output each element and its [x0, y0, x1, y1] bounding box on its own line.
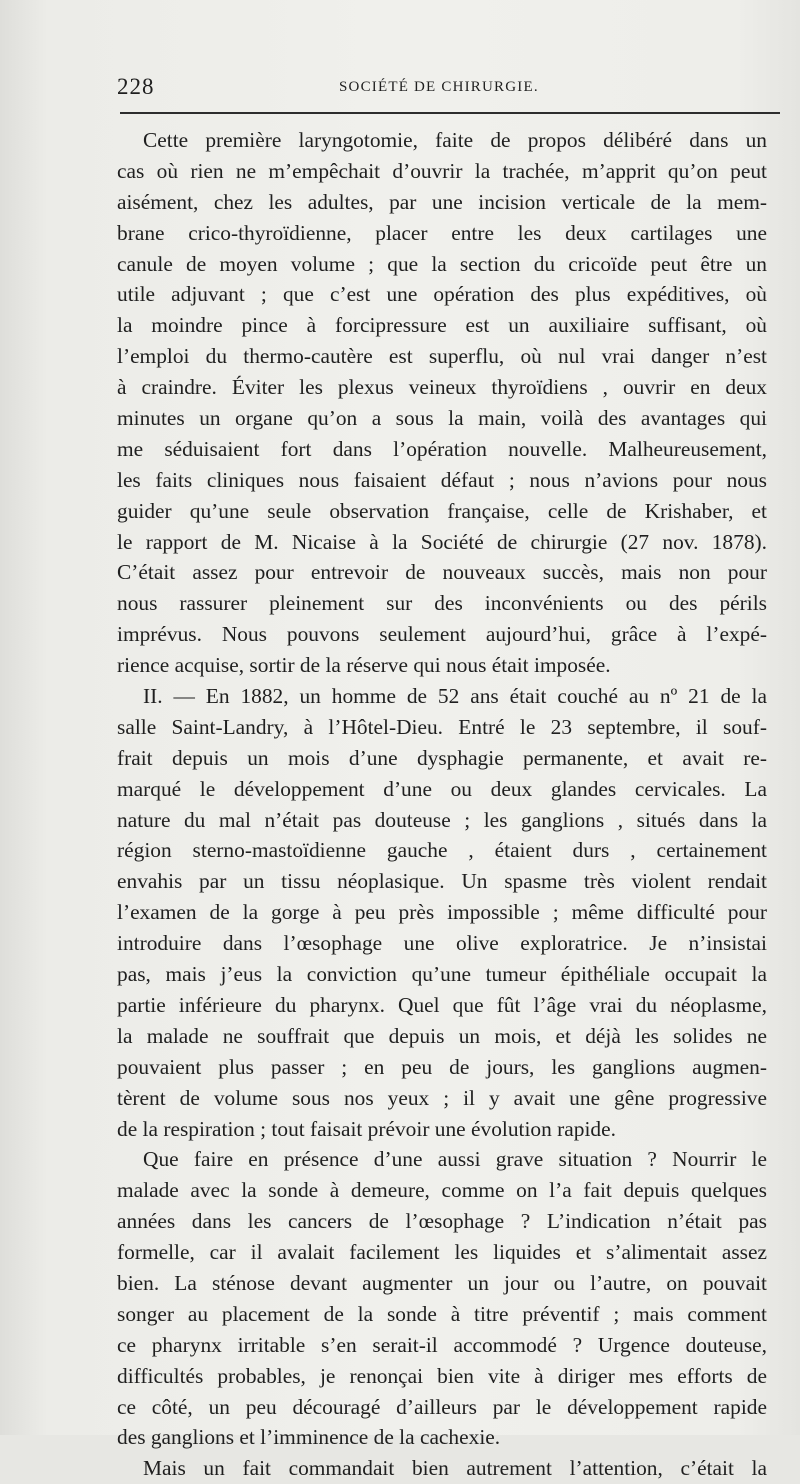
text-line: tèrent de volume sous nos yeux ; il y avait une gêne progressive: [117, 1085, 767, 1110]
text-line: utile adjuvant ; que c’est une opération des plus expéditives, où: [117, 282, 767, 307]
text-line: ce côté, un peu découragé d’ailleurs par le développement rapide: [117, 1394, 767, 1419]
text-line: II. — En 1882, un homme de 52 ans était couché au nº 21 de la: [143, 684, 767, 709]
text-line: marqué le développement d’une ou deux glandes cervicales. La: [117, 776, 767, 801]
text-line: années dans les cancers de l’œsophage ? L’indication n’était pas: [117, 1209, 767, 1234]
text-line: bien. La sténose devant augmenter un jour ou l’autre, on pouvait: [117, 1270, 767, 1295]
text-line: frait depuis un mois d’une dysphagie permanente, et avait re-: [117, 745, 767, 770]
text-line: la malade ne souffrait que depuis un mois, et déjà les solides ne: [117, 1023, 767, 1048]
text-line: pas, mais j’eus la conviction qu’une tumeur épithéliale occupait la: [117, 962, 767, 987]
header-rule: [120, 112, 780, 114]
text-line: salle Saint-Landry, à l’Hôtel-Dieu. Entré le 23 septembre, il souf-: [117, 714, 767, 739]
text-line: aisément, chez les adultes, par une incision verticale de la mem-: [117, 189, 767, 214]
text-line: guider qu’une seule observation française, celle de Krishaber, et: [117, 498, 767, 523]
text-line: Mais un fait commandait bien autrement l’attention, c’était la: [143, 1456, 767, 1481]
text-line: partie inférieure du pharynx. Quel que fût l’âge vrai du néoplasme,: [117, 992, 767, 1017]
text-line: rience acquise, sortir de la réserve qui nous était imposée.: [117, 653, 611, 678]
text-line: l’emploi du thermo-cautère est superflu, où nul vrai danger n’est: [117, 344, 767, 369]
text-line: Que faire en présence d’une aussi grave situation ? Nourrir le: [143, 1147, 767, 1172]
text-line: envahis par un tissu néoplasique. Un spasme très violent rendait: [117, 869, 767, 894]
text-line: des ganglions et l’imminence de la cachexie.: [117, 1425, 501, 1450]
text-line: pouvaient plus passer ; en peu de jours, les ganglions augmen-: [117, 1054, 767, 1079]
text-line: la moindre pince à forcipressure est un auxiliaire suffisant, où: [117, 313, 767, 338]
text-line: l’examen de la gorge à peu près impossible ; même difficulté pour: [117, 900, 767, 925]
text-line: Cette première laryngotomie, faite de propos délibéré dans un: [143, 128, 767, 152]
page-number: 228: [117, 74, 155, 99]
text-line: me séduisaient fort dans l’opération nouvelle. Malheureusement,: [117, 436, 767, 461]
body-text: [117, 125, 767, 1484]
page-header: [117, 74, 777, 106]
text-line: brane crico-thyroïdienne, placer entre les deux cartilages une: [117, 220, 767, 245]
text-line: songer au placement de la sonde à titre préventif ; mais comment: [117, 1301, 767, 1326]
running-head: SOCIÉTÉ DE CHIRURGIE.: [339, 79, 539, 95]
text-line: minutes un organe qu’on a sous la main, voilà des avantages qui: [117, 406, 767, 431]
text-line: malade avec la sonde à demeure, comme on l’a fait depuis quelques: [117, 1178, 767, 1203]
text-line: difficultés probables, je renonçai bien vite à diriger mes efforts de: [117, 1363, 767, 1388]
text-line: canule de moyen volume ; que la section du cricoïde peut être un: [117, 251, 767, 276]
text-line: C’était assez pour entrevoir de nouveaux succès, mais non pour: [117, 560, 767, 585]
text-line: cas où rien ne m’empêchait d’ouvrir la trachée, m’apprit qu’on peut: [117, 158, 767, 183]
text-line: de la respiration ; tout faisait prévoir une évolution rapide.: [117, 1116, 616, 1141]
text-line: nature du mal n’était pas douteuse ; les ganglions , situés dans la: [117, 807, 767, 832]
text-line: les faits cliniques nous faisaient défaut ; nous n’avions pour nous: [117, 467, 767, 492]
text-line: région sterno-mastoïdienne gauche , étaient durs , certainement: [117, 838, 767, 863]
text-line: à craindre. Éviter les plexus veineux thyroïdiens , ouvrir en deux: [117, 375, 767, 400]
text-line: introduire dans l’œsophage une olive exploratrice. Je n’insistai: [117, 931, 767, 956]
text-line: ce pharynx irritable s’en serait-il accommodé ? Urgence douteuse,: [117, 1332, 767, 1357]
text-line: nous rassurer pleinement sur des inconvénients ou des périls: [117, 591, 767, 616]
text-line: formelle, car il avalait facilement les liquides et s’alimentait assez: [117, 1240, 767, 1265]
text-line: le rapport de M. Nicaise à la Société de chirurgie (27 nov. 1878).: [117, 529, 767, 554]
text-line: imprévus. Nous pouvons seulement aujourd’hui, grâce à l’expé-: [117, 622, 767, 647]
